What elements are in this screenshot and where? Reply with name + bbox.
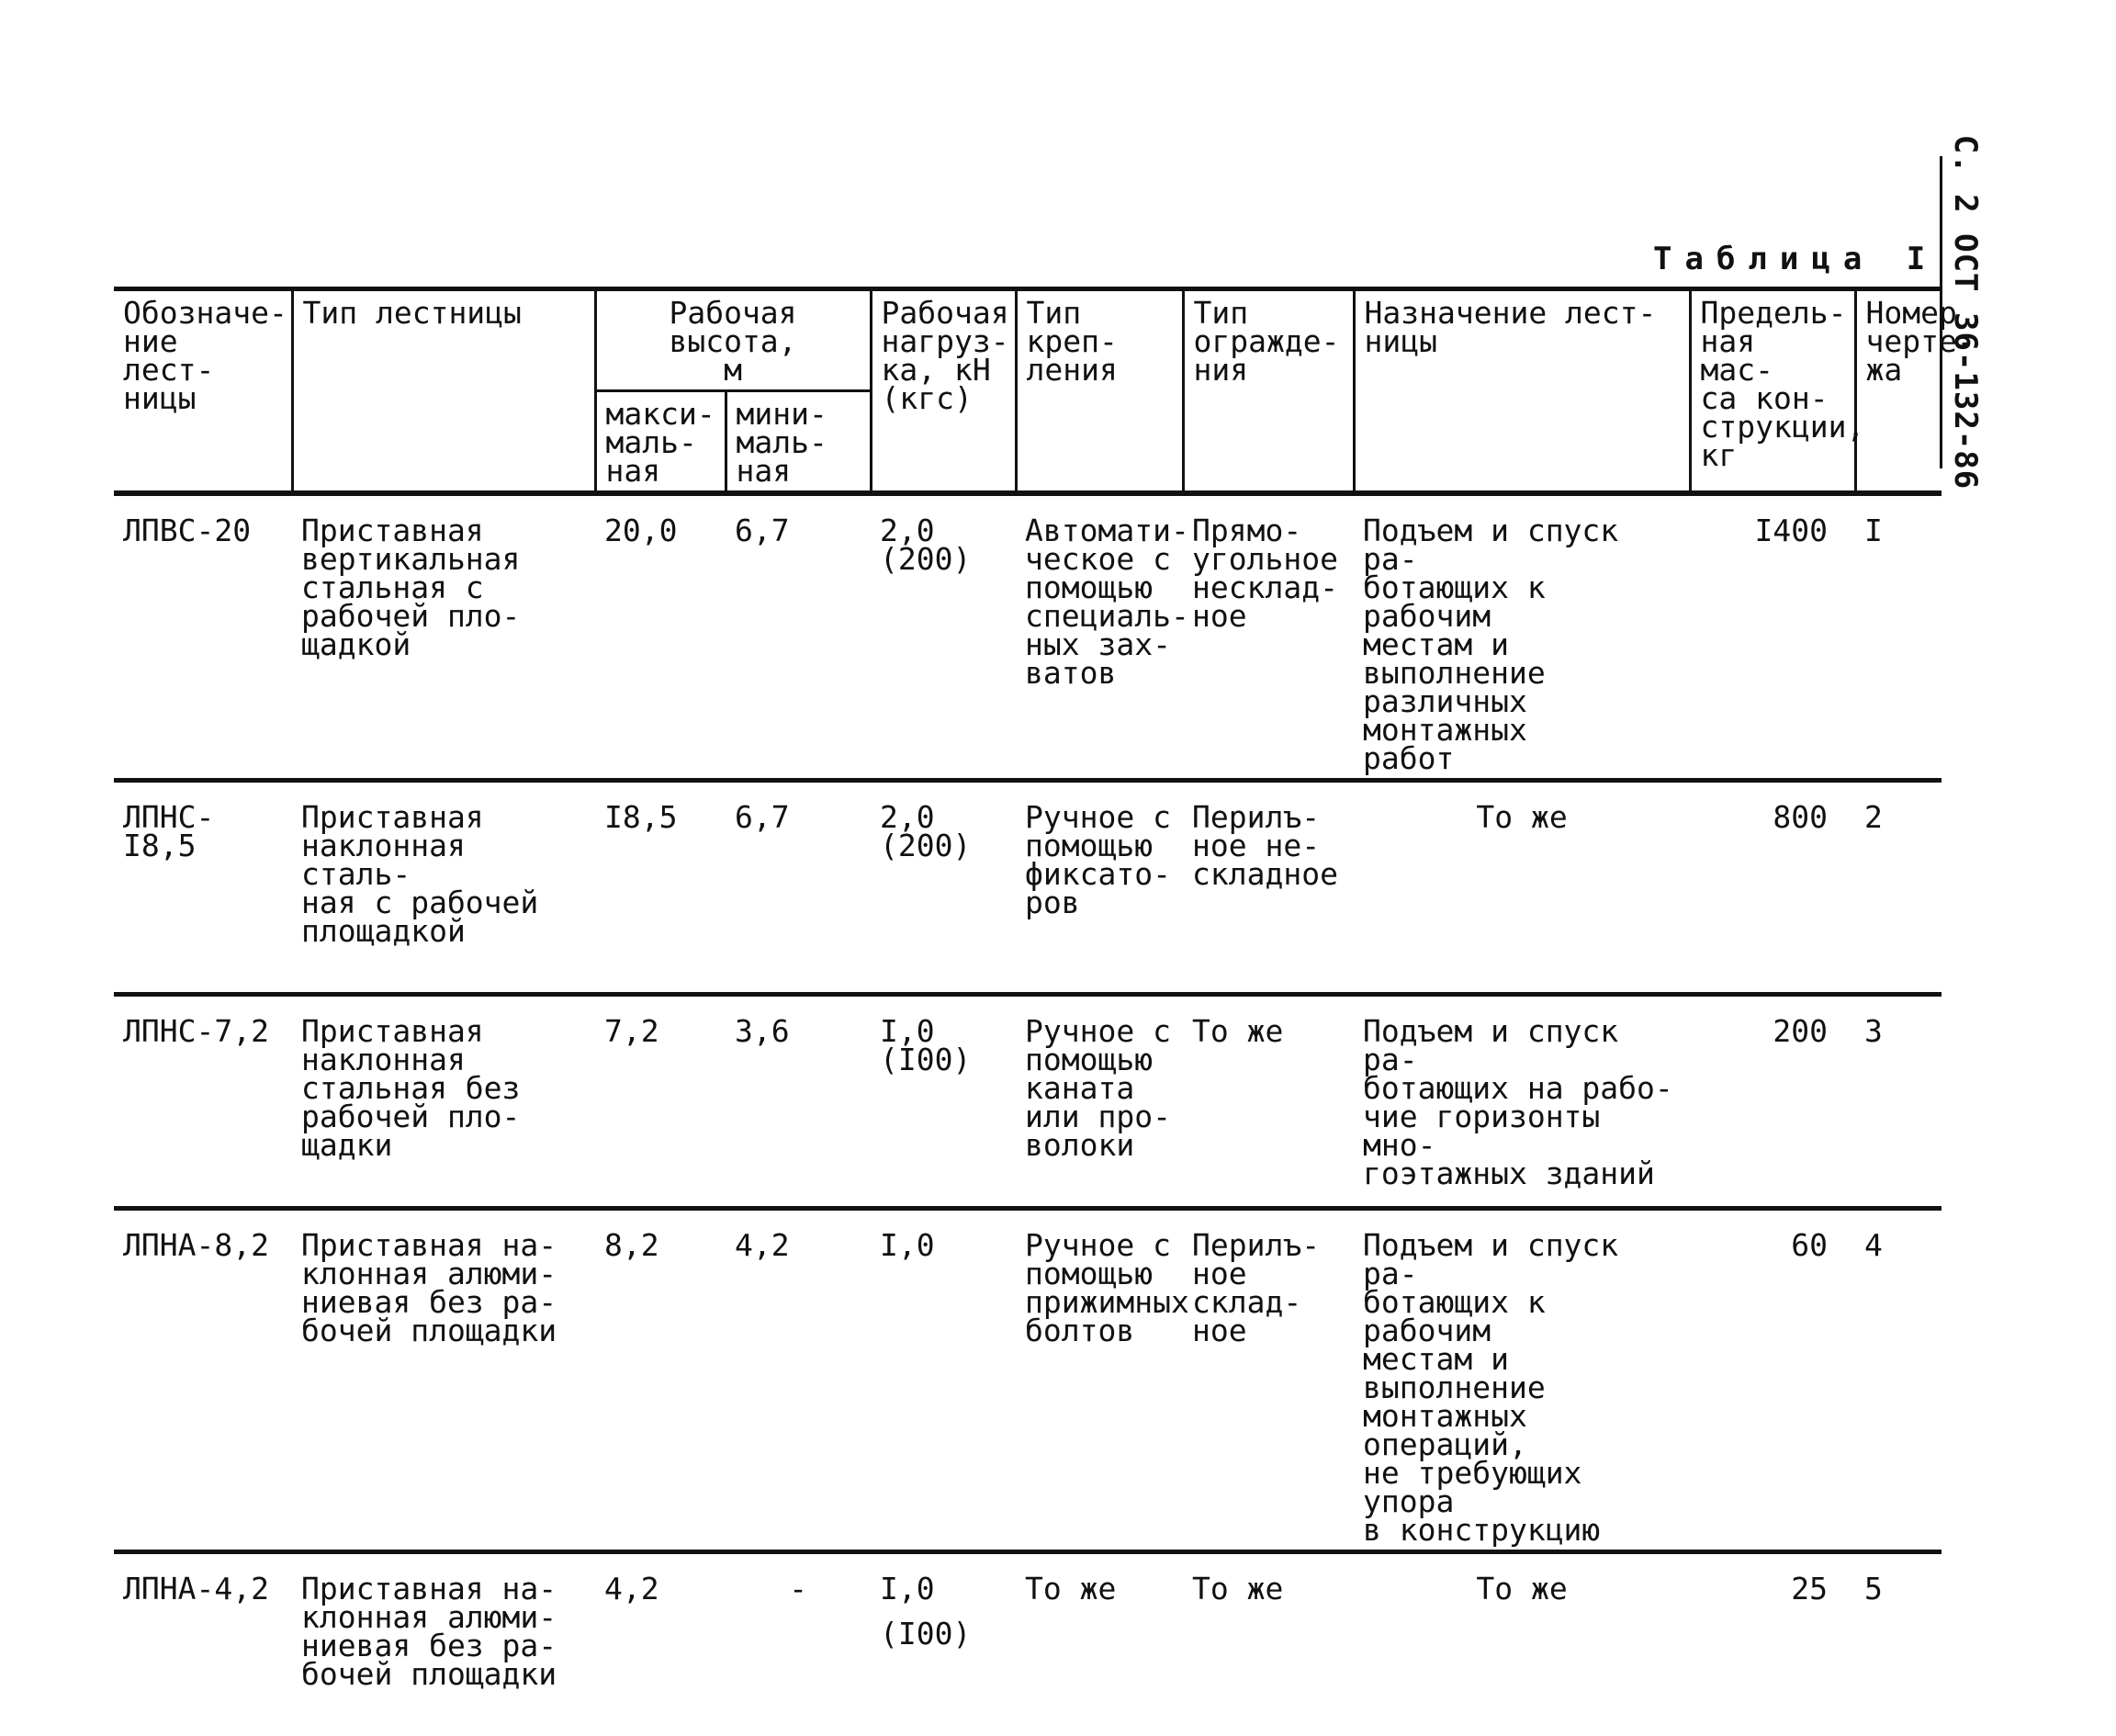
load-kgf: (200) (880, 545, 1007, 573)
cell-purpose: То же (1354, 1552, 1690, 1736)
cell-height-min: 6,7 (726, 781, 871, 995)
cell-load (871, 1209, 1016, 1552)
header-max-mass: Предель- ная мас- са кон- струкции, кг (1690, 289, 1855, 494)
cell-drawing: 2 (1855, 781, 1942, 995)
cell-fence: Перилъ- ное склад- ное (1183, 1209, 1354, 1552)
table-row (114, 1209, 1942, 1552)
cell-drawing: 5 (1855, 1552, 1942, 1736)
cell-mass: 60 (1690, 1209, 1855, 1552)
table-row (114, 995, 1942, 1209)
cell-mass: 200 (1690, 995, 1855, 1209)
cell-type: Приставная наклонная сталь- ная с рабочей площадкой (292, 781, 595, 995)
load-kn: I,0 (880, 1227, 935, 1263)
cell-drawing: 4 (1855, 1209, 1942, 1552)
cell-load (871, 995, 1016, 1209)
header-fence-type: Тип огражде- ния (1183, 289, 1354, 494)
header-designation: Обозначе- ние лест- ницы (114, 289, 292, 494)
load-kn: I,0 (880, 1013, 935, 1049)
cell-fence: То же (1183, 995, 1354, 1209)
header-fastening-type: Тип креп- ления (1016, 289, 1183, 494)
header-type: Тип лестницы (292, 289, 595, 494)
cell-mass: 800 (1690, 781, 1855, 995)
load-kgf: (I00) (880, 1619, 1007, 1648)
header-drawing-number: Номер черте- жа (1855, 289, 1942, 494)
cell-fastening: То же (1016, 1552, 1183, 1736)
load-kgf: (I00) (880, 1045, 1007, 1074)
cell-fastening: Ручное с помощью фиксато- ров (1016, 781, 1183, 995)
cell-load (871, 1552, 1016, 1736)
cell-mass: I400 (1690, 493, 1855, 781)
load-kgf: (200) (880, 831, 1007, 860)
header-height-max: макси- маль- ная (595, 391, 726, 494)
cell-type: Приставная наклонная стальная без рабочей пло- щадки (292, 995, 595, 1209)
cell-height-max: 8,2 (595, 1209, 726, 1552)
header-working-height: Рабочая высота, м (595, 289, 871, 391)
cell-height-max: 7,2 (595, 995, 726, 1209)
cell-height-max: 20,0 (595, 493, 726, 781)
cell-purpose: Подъем и спуск ра- ботающих к рабочим местам и выполнение монтажных операций, не требующих упора в конструкцию (1354, 1209, 1690, 1552)
cell-designation: ЛПНА-4,2 (114, 1552, 292, 1736)
table-row (114, 1552, 1942, 1736)
cell-mass: 25 (1690, 1552, 1855, 1736)
cell-fastening: Ручное с помощью каната или про- волоки (1016, 995, 1183, 1209)
cell-purpose: Подъем и спуск ра- ботающих к рабочим местам и выполнение различных монтажных работ (1354, 493, 1690, 781)
cell-type: Приставная на- клонная алюми- ниевая без ра- бочей площадки (292, 1552, 595, 1736)
cell-fastening: Автомати- ческое с помощью специаль- ных зах- ватов (1016, 493, 1183, 781)
cell-height-min: 3,6 (726, 995, 871, 1209)
cell-fence: То же (1183, 1552, 1354, 1736)
load-kn: 2,0 (880, 513, 935, 548)
header-working-load: Рабочая нагруз- ка, кН (кгс) (871, 289, 1016, 494)
cell-type: Приставная вертикальная стальная с рабочей пло- щадкой (292, 493, 595, 781)
header-height-min: мини- маль- ная (726, 391, 871, 494)
load-kn: 2,0 (880, 799, 935, 835)
ladder-spec-table (114, 287, 1942, 1736)
cell-height-max: I8,5 (595, 781, 726, 995)
cell-drawing: I (1855, 493, 1942, 781)
table-caption: Таблица I (1653, 241, 1938, 277)
cell-purpose: Подъем и спуск ра- ботающих на рабо- чие горизонты мно- гоэтажных зданий (1354, 995, 1690, 1209)
cell-fastening: Ручное с помощью прижимных болтов (1016, 1209, 1183, 1552)
cell-purpose: То же (1354, 781, 1690, 995)
cell-designation: ЛПНС-I8,5 (114, 781, 292, 995)
cell-type: Приставная на- клонная алюми- ниевая без ра- бочей площадки (292, 1209, 595, 1552)
cell-height-max: 4,2 (595, 1552, 726, 1736)
cell-fence: Перилъ- ное не- складное (1183, 781, 1354, 995)
cell-height-min: 4,2 (726, 1209, 871, 1552)
cell-designation: ЛПНС-7,2 (114, 995, 292, 1209)
header-purpose: Назначение лест- ницы (1354, 289, 1690, 494)
cell-drawing: 3 (1855, 995, 1942, 1209)
cell-fence: Прямо- угольное несклад- ное (1183, 493, 1354, 781)
cell-height-min: - (726, 1552, 871, 1736)
cell-load (871, 493, 1016, 781)
cell-load (871, 781, 1016, 995)
table-row (114, 781, 1942, 995)
document-code-text: С. 2 ОСТ 36-132-86 (1947, 135, 1984, 490)
cell-designation: ЛПВС-20 (114, 493, 292, 781)
table-row (114, 493, 1942, 781)
cell-designation: ЛПНА-8,2 (114, 1209, 292, 1552)
load-kn: I,0 (880, 1571, 935, 1606)
cell-height-min: 6,7 (726, 493, 871, 781)
